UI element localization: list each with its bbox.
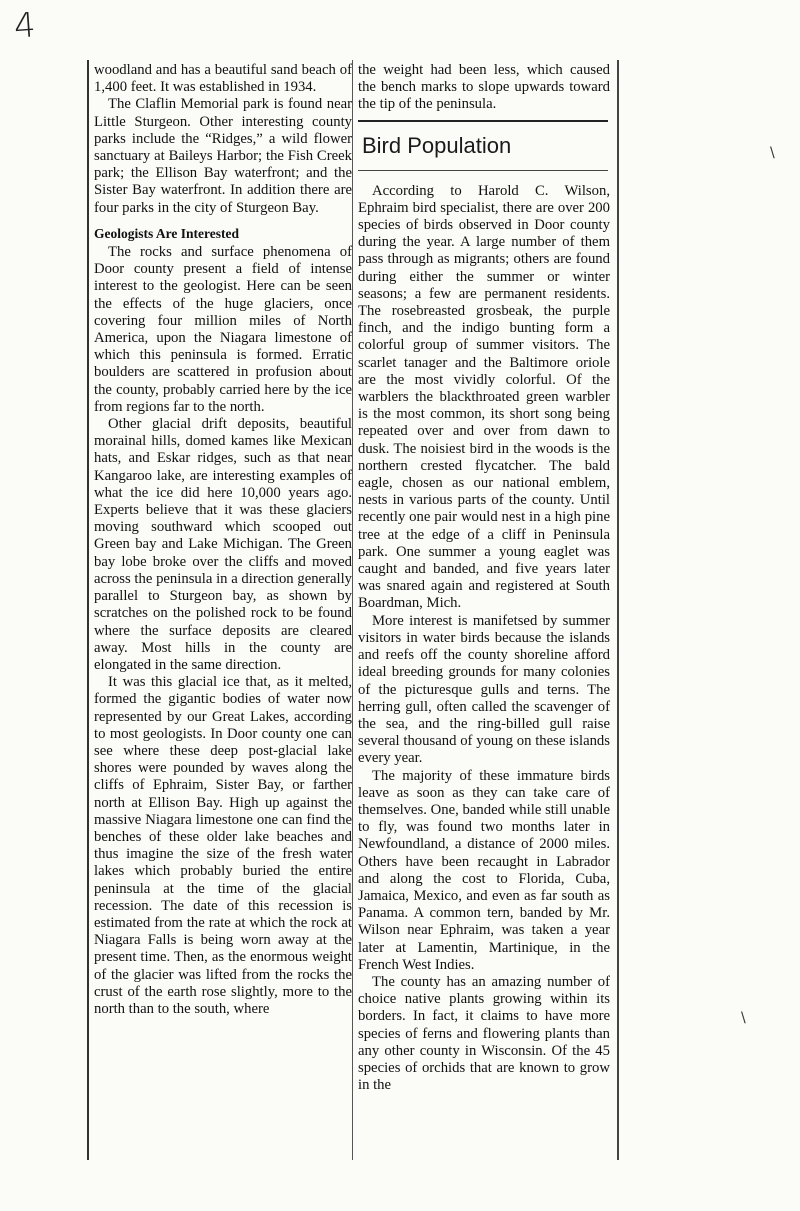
subheading-geologists: Geologists Are Interested [94, 225, 239, 241]
article-column-right [358, 62, 610, 1094]
paragraph-water-birds: More interest is manifetsed by summer visitors in water birds because the islands and reefs off the county shoreline afford ideal breeding grounds for many colonies of the picturesque gulls and terns. The herring gull, often called the scavenger of the sea, and the ring-billed gull raise several thousand of young on these islands every year. [358, 612, 610, 767]
page-number: 4 [12, 5, 38, 47]
paragraph-native-plants: The county has an amazing number of choice native plants growing within its borders. In fact, it claims to have more species of ferns and flowering plants than any other county in Wisconsin. Of the 45 species of orchids that are known to grow in the [358, 973, 610, 1094]
section-heading-bird-population: Bird Population [362, 132, 512, 158]
section-rule-bottom [358, 170, 608, 171]
article-column-left [94, 62, 352, 1018]
margin-tick: \ [741, 1010, 746, 1026]
margin-mark: \ [770, 145, 775, 161]
section-rule-top [358, 120, 608, 122]
paragraph-bench-marks: the weight had been less, which caused the bench marks to slope upwards toward the tip of the peninsula. [358, 62, 610, 113]
paragraph-claflin-park: The Claflin Memorial park is found near Little Sturgeon. Other interesting county parks include the “Ridges,” a wild flower sanctuary at Baileys Harbor; the Fish Creek park; the Ellison Bay waterfront; and the Sister Bay waterfront. In addition there are four parks in the city of Sturgeon Bay. [94, 96, 352, 216]
paragraph-rocks: The rocks and surface phenomena of Door county present a field of intense interest to the geologist. Here can be seen the effects of the huge glaciers, once covering four million miles of North America, upon the Niagara limestone of which this peninsula is formed. Erratic boulders are scattered in profusion about the county, probably carried here by the ice from regions far to the north. [94, 244, 352, 415]
paragraph-parks-continued: woodland and has a beautiful sand beach of 1,400 feet. It was established in 1934. [94, 62, 352, 96]
paragraph-immature-birds: The majority of these immature birds leave as soon as they can take care of themselves. One, banded while still unable to fly, was found two months later in Newfoundland, a distance of 2000 miles. Others have been recaught in Labrador and along the cost to Florida, Cuba, Jamaica, Mexico, and even as far south as Panama. A common tern, banded by Mr. Wilson near Ephraim, was taken a year later at Lamentin, Martinique, in the French West Indies. [358, 767, 610, 973]
paragraph-bird-species: According to Harold C. Wilson, Ephraim bird specialist, there are over 200 species of birds observed in Door county during the year. A large number of them pass through as migrants; others are found during either the summer or winter seasons; a few are permanent residents. The rosebreasted grosbeak, the purple finch, and the indigo bunting form a colorful group of summer visitors. The scarlet tanager and the Baltimore oriole are the most vividly colorful. Of the warblers the blackthroated green warbler is the most common, its short song being repeated over and over from dawn to dusk. The noisiest bird in the woods is the northern crested flycatcher. The bald eagle, chosen as our national emblem, nests in various parts of the county. Until recently one pair would nest in a high pine tree at the edge of a cliff in Peninsula park. One summer a young eaglet was caught and banded, and five years later was snared again and registered at South Boardman, Mich. [358, 182, 610, 612]
paragraph-glacial-drift: Other glacial drift deposits, beautiful morainal hills, domed kames like Mexican hats, and Eskar ridges, such as that near Kangaroo lake, are interesting examples of what the ice did here 10,000 years ago. Experts believe that it was these glaciers moving southward which scooped out Green bay and Lake Michigan. The Green bay lobe broke over the cliffs and moved across the peninsula in a direction generally parallel to Sturgeon bay, as shown by scratches on the polished rock to be found where the surface deposits are cleared away. Most hills in the county are elongated in the same direction. [94, 416, 352, 673]
column-rule-middle [352, 60, 353, 1160]
column-rule-left [87, 60, 89, 1160]
paragraph-glacial-ice: It was this glacial ice that, as it melted, formed the gigantic bodies of water now represented by our Great Lakes, according to most geologists. In Door county one can see where these deep post-glacial lake shores were pounded by waves along the cliffs of Ephraim, Sister Bay, or farther north at Ellison Bay. High up against the massive Niagara limestone one can find the benches of these older lake beaches and thus imagine the size of the fresh water lakes which probably buried the entire peninsula at the time of the glacial recession. The date of this recession is estimated from the rate at which the rock at Niagara Falls is being worn away at the present time. Then, as the enormous weight of the glacier was lifted from the rocks the crust of the earth rose slightly, more to the north than to the south, where [94, 674, 352, 1017]
column-rule-right [617, 60, 619, 1160]
